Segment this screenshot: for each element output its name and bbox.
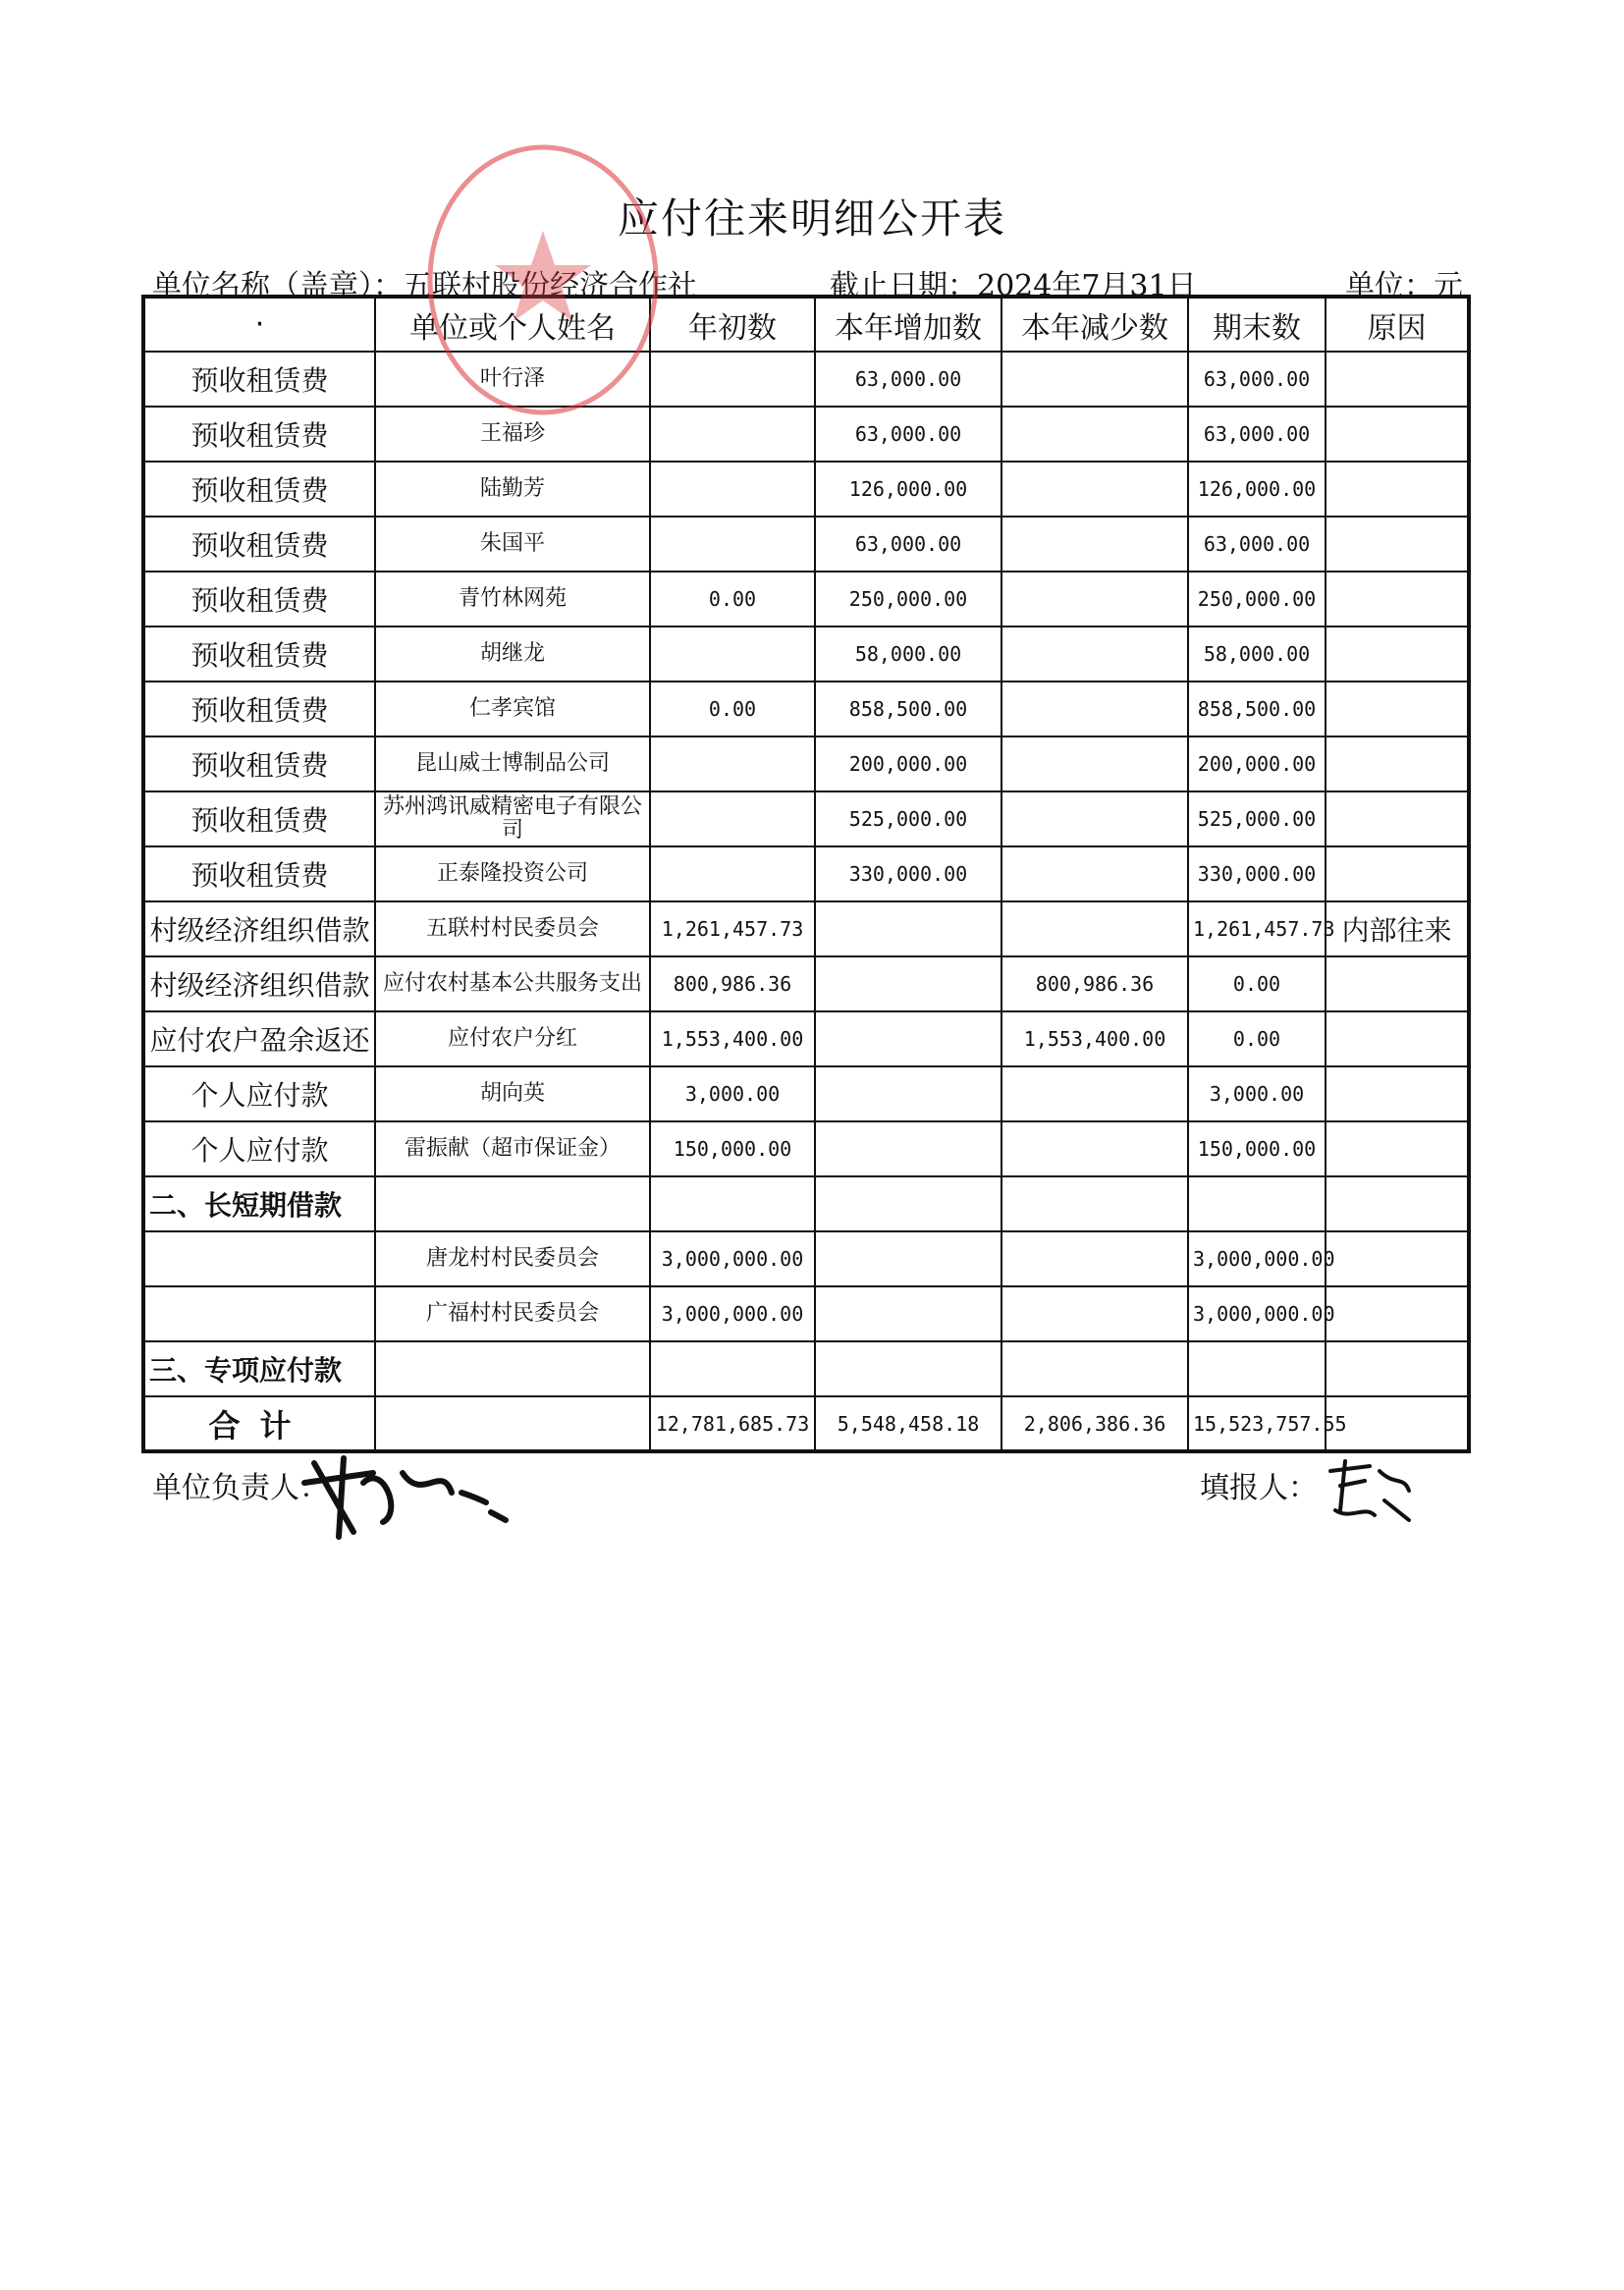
cell-begin: 0.00 — [650, 682, 815, 736]
cell-decrease — [1001, 627, 1188, 682]
cell-decrease — [1001, 352, 1188, 407]
cell-name: 王福珍 — [375, 407, 650, 462]
table-row — [143, 1231, 1469, 1286]
cell-type: 村级经济组织借款 — [143, 901, 375, 956]
cell-decrease — [1001, 572, 1188, 627]
cell-increase — [815, 1231, 1001, 1286]
cell-increase: 525,000.00 — [815, 791, 1001, 846]
cell-reason — [1326, 517, 1469, 572]
cell-decrease: 800,986.36 — [1001, 956, 1188, 1011]
empty-cell — [1001, 1341, 1188, 1396]
table-row — [143, 846, 1469, 901]
cell-reason — [1326, 846, 1469, 901]
cell-name: 唐龙村村民委员会 — [375, 1231, 650, 1286]
table-row — [143, 572, 1469, 627]
cell-decrease: 1,553,400.00 — [1001, 1011, 1188, 1066]
cell-end: 63,000.00 — [1188, 407, 1326, 462]
cell-increase — [815, 956, 1001, 1011]
cell-type: 预收租赁费 — [143, 352, 375, 407]
cell-type: 预收租赁费 — [143, 627, 375, 682]
table-row — [143, 352, 1469, 407]
cell-end: 150,000.00 — [1188, 1121, 1326, 1176]
table-header-row — [143, 297, 1469, 352]
total-increase: 5,548,458.18 — [815, 1396, 1001, 1451]
cell-reason — [1326, 1286, 1469, 1341]
cell-decrease — [1001, 791, 1188, 846]
cell-type: 村级经济组织借款 — [143, 956, 375, 1011]
cell-end: 63,000.00 — [1188, 352, 1326, 407]
cell-end: 3,000.00 — [1188, 1066, 1326, 1121]
table-row — [143, 901, 1469, 956]
cell-end: 58,000.00 — [1188, 627, 1326, 682]
empty-cell — [650, 1341, 815, 1396]
cell-increase: 330,000.00 — [815, 846, 1001, 901]
cell-increase — [815, 1011, 1001, 1066]
cell-begin — [650, 352, 815, 407]
cell-name: 胡向英 — [375, 1066, 650, 1121]
deadline-date: 截止日期：2024年7月31日 — [830, 269, 1197, 303]
empty-cell — [1188, 1176, 1326, 1231]
cell-reason — [1326, 956, 1469, 1011]
cell-begin: 3,000,000.00 — [650, 1231, 815, 1286]
cell-end: 0.00 — [1188, 1011, 1326, 1066]
cell-decrease — [1001, 901, 1188, 956]
table-row — [143, 517, 1469, 572]
cell-name: 朱国平 — [375, 517, 650, 572]
cell-begin — [650, 736, 815, 791]
cell-decrease — [1001, 407, 1188, 462]
responsible-signature — [295, 1444, 520, 1552]
cell-type: 预收租赁费 — [143, 682, 375, 736]
official-seal-stamp — [420, 137, 666, 422]
cell-begin — [650, 791, 815, 846]
header-type: · — [143, 297, 375, 352]
cell-name: 仁孝宾馆 — [375, 682, 650, 736]
table-row — [143, 1066, 1469, 1121]
header-reason: 原因 — [1326, 297, 1469, 352]
cell-begin: 0.00 — [650, 572, 815, 627]
empty-cell — [650, 1176, 815, 1231]
cell-increase — [815, 1121, 1001, 1176]
cell-name: 雷振献（超市保证金） — [375, 1121, 650, 1176]
cell-end: 525,000.00 — [1188, 791, 1326, 846]
cell-increase: 250,000.00 — [815, 572, 1001, 627]
header-increase: 本年增加数 — [815, 297, 1001, 352]
cell-name: 昆山威士博制品公司 — [375, 736, 650, 791]
filler-label: 填报人： — [1200, 1471, 1318, 1505]
cell-increase: 63,000.00 — [815, 517, 1001, 572]
cell-type: 预收租赁费 — [143, 736, 375, 791]
cell-increase — [815, 1066, 1001, 1121]
cell-increase: 858,500.00 — [815, 682, 1001, 736]
cell-end: 858,500.00 — [1188, 682, 1326, 736]
cell-decrease — [1001, 1286, 1188, 1341]
cell-end: 330,000.00 — [1188, 846, 1326, 901]
table-row — [143, 462, 1469, 517]
cell-reason: 内部往来 — [1326, 901, 1469, 956]
cell-reason — [1326, 1231, 1469, 1286]
cell-begin: 1,553,400.00 — [650, 1011, 815, 1066]
table-row — [143, 791, 1469, 846]
empty-cell — [375, 1176, 650, 1231]
unit-name: 单位名称（盖章）：五联村股份经济合作社 — [152, 269, 697, 303]
header-name: 单位或个人姓名 — [375, 297, 650, 352]
cell-increase: 126,000.00 — [815, 462, 1001, 517]
cell-decrease — [1001, 846, 1188, 901]
cell-decrease — [1001, 1231, 1188, 1286]
cell-end: 200,000.00 — [1188, 736, 1326, 791]
empty-cell — [375, 1341, 650, 1396]
cell-decrease — [1001, 1066, 1188, 1121]
page-title: 应付往来明细公开表 — [617, 194, 1006, 243]
cell-type — [143, 1286, 375, 1341]
cell-increase: 63,000.00 — [815, 407, 1001, 462]
cell-decrease — [1001, 736, 1188, 791]
header-decrease: 本年减少数 — [1001, 297, 1188, 352]
currency-unit: 单位：元 — [1345, 269, 1463, 303]
table-row — [143, 956, 1469, 1011]
cell-decrease — [1001, 1121, 1188, 1176]
cell-reason — [1326, 736, 1469, 791]
total-label: 合计 — [143, 1396, 375, 1451]
cell-begin: 3,000,000.00 — [650, 1286, 815, 1341]
cell-reason — [1326, 1121, 1469, 1176]
empty-cell — [1326, 1341, 1469, 1396]
cell-begin — [650, 407, 815, 462]
cell-begin: 3,000.00 — [650, 1066, 815, 1121]
cell-begin: 1,261,457.73 — [650, 901, 815, 956]
cell-name: 苏州鸿讯威精密电子有限公司 — [375, 791, 650, 846]
cell-end: 3,000,000.00 — [1188, 1231, 1326, 1286]
total-begin: 12,781,685.73 — [650, 1396, 815, 1451]
cell-reason — [1326, 682, 1469, 736]
cell-increase — [815, 1286, 1001, 1341]
empty-cell — [1326, 1396, 1469, 1451]
cell-type: 预收租赁费 — [143, 517, 375, 572]
cell-name: 胡继龙 — [375, 627, 650, 682]
empty-cell — [1326, 1176, 1469, 1231]
cell-name: 五联村村民委员会 — [375, 901, 650, 956]
filler-signature — [1321, 1451, 1419, 1530]
section-row-special — [143, 1341, 1469, 1396]
cell-name: 应付农户分红 — [375, 1011, 650, 1066]
table-row — [143, 407, 1469, 462]
cell-end: 3,000,000.00 — [1188, 1286, 1326, 1341]
cell-name: 青竹林网苑 — [375, 572, 650, 627]
cell-begin: 150,000.00 — [650, 1121, 815, 1176]
cell-name: 叶行泽 — [375, 352, 650, 407]
table-row — [143, 736, 1469, 791]
cell-type: 预收租赁费 — [143, 791, 375, 846]
table-row — [143, 1011, 1469, 1066]
cell-reason — [1326, 572, 1469, 627]
cell-reason — [1326, 407, 1469, 462]
cell-name: 广福村村民委员会 — [375, 1286, 650, 1341]
cell-type: 预收租赁费 — [143, 407, 375, 462]
cell-begin — [650, 627, 815, 682]
section-row-loans — [143, 1176, 1469, 1231]
cell-begin: 800,986.36 — [650, 956, 815, 1011]
cell-increase: 58,000.00 — [815, 627, 1001, 682]
cell-begin — [650, 846, 815, 901]
payables-table — [141, 295, 1471, 1453]
cell-increase: 63,000.00 — [815, 352, 1001, 407]
empty-cell — [815, 1341, 1001, 1396]
cell-increase — [815, 901, 1001, 956]
cell-reason — [1326, 627, 1469, 682]
cell-reason — [1326, 1066, 1469, 1121]
cell-reason — [1326, 791, 1469, 846]
cell-end: 0.00 — [1188, 956, 1326, 1011]
cell-type: 预收租赁费 — [143, 572, 375, 627]
cell-end: 63,000.00 — [1188, 517, 1326, 572]
cell-decrease — [1001, 682, 1188, 736]
cell-begin — [650, 517, 815, 572]
empty-cell — [1188, 1341, 1326, 1396]
total-end: 15,523,757.55 — [1188, 1396, 1326, 1451]
table-row — [143, 682, 1469, 736]
section-label: 二、长短期借款 — [143, 1176, 375, 1231]
cell-reason — [1326, 1011, 1469, 1066]
table-row — [143, 627, 1469, 682]
cell-name: 应付农村基本公共服务支出 — [375, 956, 650, 1011]
table-row — [143, 1286, 1469, 1341]
cell-type: 预收租赁费 — [143, 462, 375, 517]
empty-cell — [815, 1176, 1001, 1231]
cell-type: 预收租赁费 — [143, 846, 375, 901]
cell-decrease — [1001, 462, 1188, 517]
section-label: 三、专项应付款 — [143, 1341, 375, 1396]
cell-name: 正泰隆投资公司 — [375, 846, 650, 901]
cell-reason — [1326, 462, 1469, 517]
table-row — [143, 1121, 1469, 1176]
cell-end: 1,261,457.73 — [1188, 901, 1326, 956]
cell-name: 陆勤芳 — [375, 462, 650, 517]
cell-end: 250,000.00 — [1188, 572, 1326, 627]
cell-end: 126,000.00 — [1188, 462, 1326, 517]
header-end: 期末数 — [1188, 297, 1326, 352]
cell-begin — [650, 462, 815, 517]
cell-type: 应付农户盈余返还 — [143, 1011, 375, 1066]
cell-type — [143, 1231, 375, 1286]
cell-type: 个人应付款 — [143, 1121, 375, 1176]
cell-type: 个人应付款 — [143, 1066, 375, 1121]
responsible-person-label: 单位负责人： — [152, 1471, 329, 1505]
cell-decrease — [1001, 517, 1188, 572]
cell-increase: 200,000.00 — [815, 736, 1001, 791]
header-begin: 年初数 — [650, 297, 815, 352]
total-decrease: 2,806,386.36 — [1001, 1396, 1188, 1451]
cell-reason — [1326, 352, 1469, 407]
empty-cell — [1001, 1176, 1188, 1231]
